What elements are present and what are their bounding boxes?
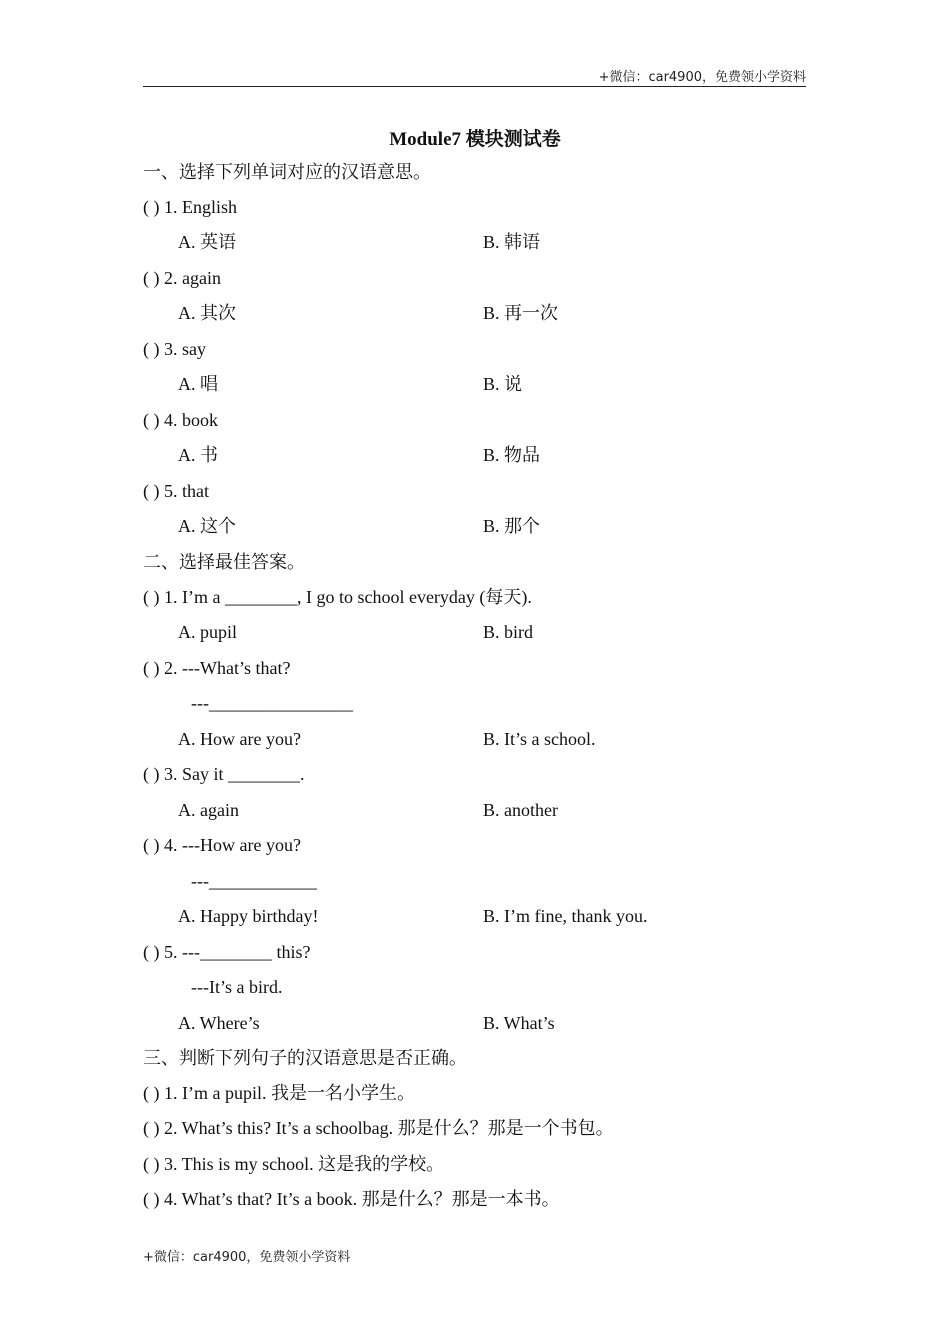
s1-q3-stem: ( ) 3. say bbox=[143, 339, 206, 359]
header-note: +微信：car4900，免费领小学资料 bbox=[598, 70, 806, 85]
s2-q1-option-a: A. pupil bbox=[178, 622, 238, 642]
s1-q5-option-b: B. 那个 bbox=[483, 516, 541, 536]
s1-q3-option-b: B. 说 bbox=[483, 374, 523, 394]
s1-q2-option-a: A. 其次 bbox=[178, 303, 236, 323]
s2-q2-option-b: B. It’s a school. bbox=[483, 729, 596, 749]
s2-q4-option-a: A. Happy birthday! bbox=[178, 906, 319, 926]
s2-q2-option-a: A. How are you? bbox=[178, 729, 301, 749]
s2-q3-stem: ( ) 3. Say it ________. bbox=[143, 764, 305, 784]
s1-q2-option-b: B. 再一次 bbox=[483, 303, 559, 323]
page-title: Module7 模块测试卷 bbox=[389, 129, 561, 150]
s3-item-2: ( ) 2. What’s this? It’s a schoolbag. 那是什么？那是一个书包。 bbox=[143, 1118, 614, 1138]
s2-q2-stem: ( ) 2. ---What’s that? bbox=[143, 658, 291, 678]
s2-q4-option-b: B. I’m fine, thank you. bbox=[483, 906, 648, 926]
s3-item-4: ( ) 4. What’s that? It’s a book. 那是什么？那是一本书。 bbox=[143, 1189, 560, 1209]
s1-q5-stem: ( ) 5. that bbox=[143, 481, 209, 501]
s1-q4-option-a: A. 书 bbox=[178, 445, 218, 465]
section2-heading: 二、选择最佳答案。 bbox=[143, 552, 305, 572]
page-footer: +微信：car4900，免费领小学资料 bbox=[143, 1250, 351, 1265]
s3-item-3: ( ) 3. This is my school. 这是我的学校。 bbox=[143, 1154, 445, 1174]
s1-q3-option-a: A. 唱 bbox=[178, 374, 218, 394]
s2-q5-reply: ---It’s a bird. bbox=[191, 977, 283, 997]
s3-item-1: ( ) 1. I’m a pupil. 我是一名小学生。 bbox=[143, 1083, 415, 1103]
s2-q1-option-b: B. bird bbox=[483, 622, 534, 642]
s2-q2-reply: ---________________ bbox=[191, 693, 353, 713]
page-header bbox=[143, 62, 806, 87]
s2-q5-option-a: A. Where’s bbox=[178, 1013, 260, 1033]
s2-q3-option-b: B. another bbox=[483, 800, 558, 820]
s2-q5-option-b: B. What’s bbox=[483, 1013, 555, 1033]
section3-heading: 三、判断下列句子的汉语意思是否正确。 bbox=[143, 1048, 467, 1068]
s1-q1-option-a: A. 英语 bbox=[178, 232, 236, 252]
s2-q4-reply: ---____________ bbox=[191, 871, 317, 891]
s1-q2-stem: ( ) 2. again bbox=[143, 268, 221, 288]
s1-q5-option-a: A. 这个 bbox=[178, 516, 236, 536]
s2-q3-option-a: A. again bbox=[178, 800, 239, 820]
s1-q1-option-b: B. 韩语 bbox=[483, 232, 541, 252]
s2-q5-stem: ( ) 5. ---________ this? bbox=[143, 942, 311, 962]
s1-q4-stem: ( ) 4. book bbox=[143, 410, 218, 430]
section1-heading: 一、选择下列单词对应的汉语意思。 bbox=[143, 162, 431, 182]
s1-q1-stem: ( ) 1. English bbox=[143, 197, 237, 217]
s1-q4-option-b: B. 物品 bbox=[483, 445, 541, 465]
s2-q4-stem: ( ) 4. ---How are you? bbox=[143, 835, 301, 855]
s2-q1-stem: ( ) 1. I’m a ________, I go to school everyday (每天). bbox=[143, 587, 532, 607]
